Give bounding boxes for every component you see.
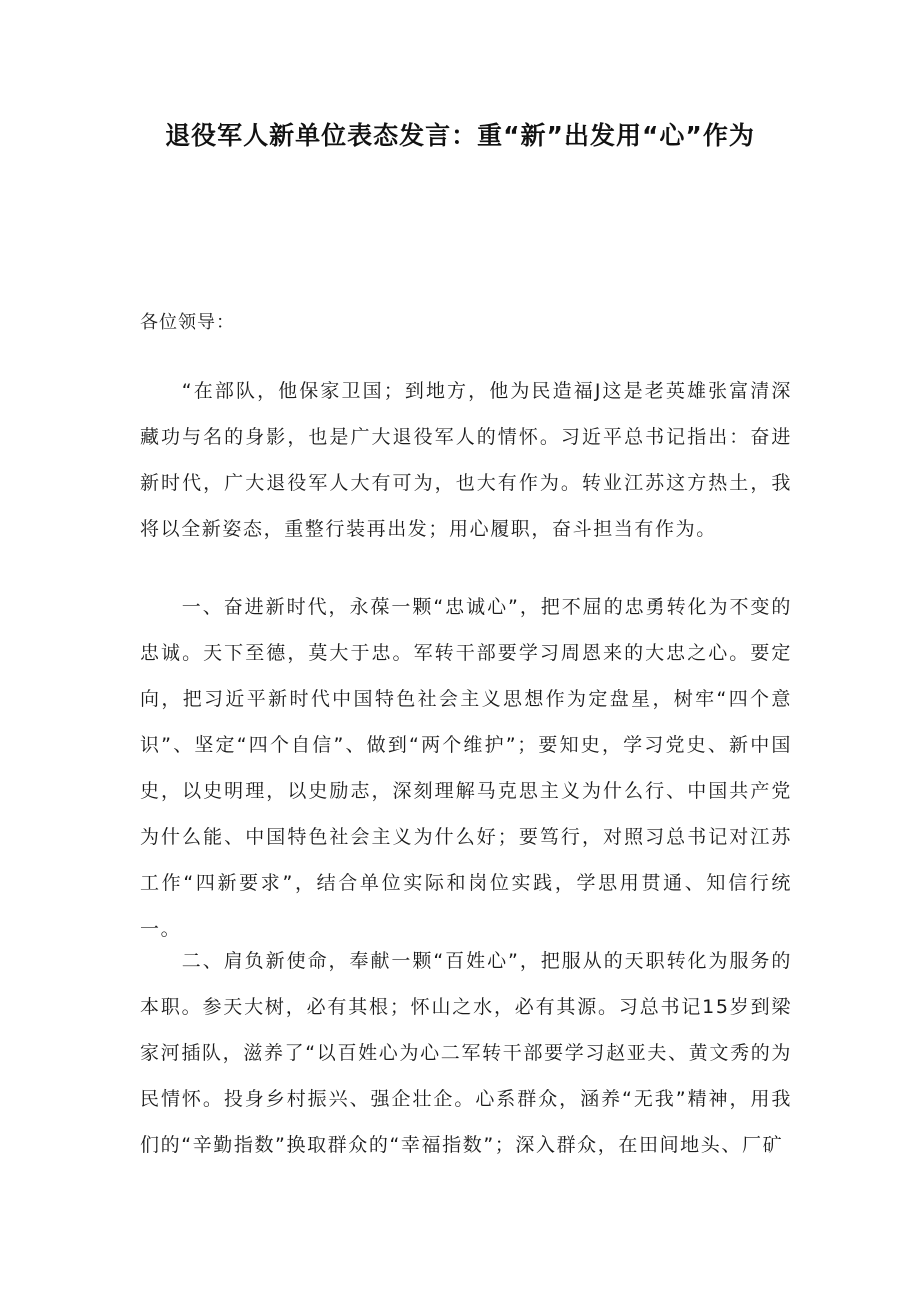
paragraph-section-one: 一、奋进新时代，永葆一颗“忠诚心”，把不屈的忠勇转化为不变的忠诚。天下至德，莫大于忠。军转干部要学习周恩来的大忠之心。要定向，把习近平新时代中国特色社会主义思想作为定盘星，树牢“四个意识”、坚定“四个自信”、做到“两个维护”；要知史，学习党史、新中国史，以史明理，以史励志，深刻理解马克思主义为什么行、中国共产党为什么能、中国特色社会主义为什么好；要笃行，对照习总书记对江苏工作“四新要求”，结合单位实际和岗位实践，学思用贯通、知信行统一。 [140, 596, 792, 940]
paragraph-section-two: 二、肩负新使命，奉献一颗“百姓心”，把服从的天职转化为服务的本职。参天大树，必有其根；怀山之水，必有其源。习总书记15岁到梁家河插队，滋养了“以百姓心为心二军转干部要学习赵亚夫、黄文秀的为民情怀。投身乡村振兴、强企壮企。心系群众，涵养“无我”精神，用我们的“辛勤指数”换取群众的“幸福指数”；深入群众，在田间地头、厂矿 [140, 950, 792, 1156]
paragraph-intro: “在部队，他保家卫国；到地方，他为民造福J这是老英雄张富清深藏功与名的身影，也是广大退役军人的情怀。习近平总书记指出：奋进新时代，广大退役军人大有可为，也大有作为。转业江苏这方热土，我将以全新姿态，重整行装再出发；用心履职，奋斗担当有作为。 [140, 380, 792, 540]
document-title: 退役军人新单位表态发言：重“新”出发用“心”作为 [165, 121, 755, 150]
salutation: 各位领导： [140, 312, 235, 333]
